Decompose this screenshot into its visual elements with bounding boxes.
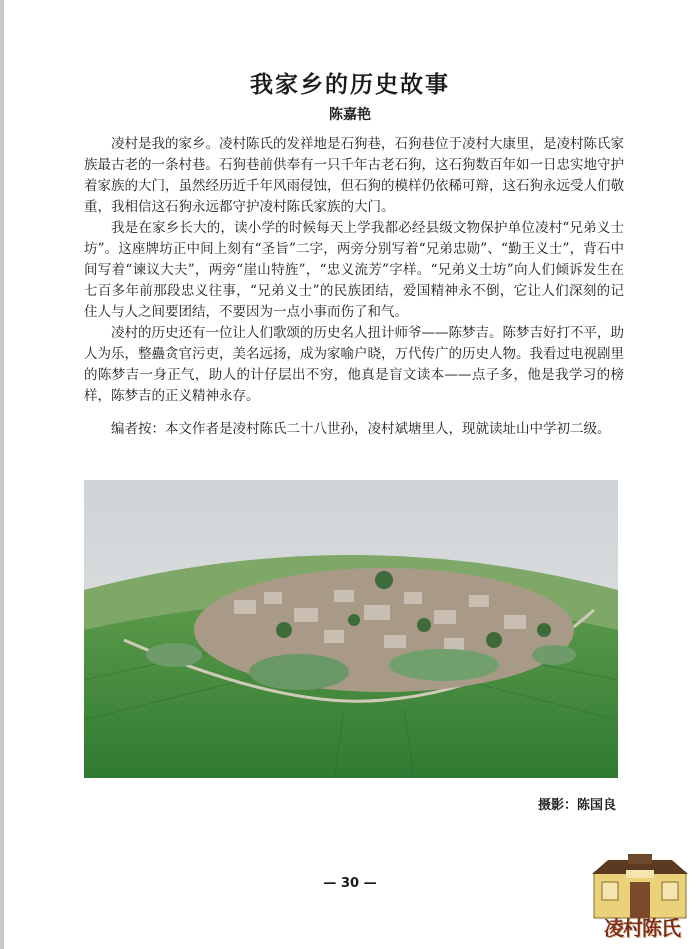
editor-note: 编者按：本文作者是凌村陈氏二十八世孙，凌村斌塘里人，现就读址山中学初二级。 [111,421,611,437]
paragraph-1: 凌村是我的家乡。凌村陈氏的发祥地是石狗巷，石狗巷位于凌村大康里，是凌村陈氏家族最古老的一条村巷。石狗巷前供奉有一只千年古老石狗，这石狗数百年如一日忠实地守护着家族的大门，虽然经历近千年风雨侵蚀，但石狗的模样仍依稀可辩，这石狗永远受人们敬重，我相信这石狗永远都守护凌村陈氏家族的大门。 [84,136,624,215]
article-title: 我家乡的历史故事 [250,72,450,98]
page-edge [0,0,4,949]
article-author: 陈嘉艳 [329,107,371,123]
paragraph-2: 我是在家乡长大的，读小学的时候每天上学我都必经县级文物保护单位凌村“兄弟义士坊”。这座牌坊正中间上刻有“圣旨”二字，两旁分别写着“兄弟忠勋”、“勤王义士”，背石中间写着“谏议大夫”，两旁“崖山特旌”，“忠义流芳”字样。“兄弟义士坊”向人们倾诉发生在七百多年前那段忠义往事，“兄弟义士”的民族团结，爱国精神永不倒，它让人们深刻的记住人与人之间要团结，不要因为一点小事而伤了和气。 [84,220,624,320]
photo-caption: 摄影：陈国良 [537,798,616,813]
village-aerial-photo [84,480,618,778]
article-body [84,134,624,440]
page-number: — 30 — [323,876,377,891]
logo-text: 凌村陈氏 [604,916,680,940]
paragraph-3: 凌村的历史还有一位让人们歌颂的历史名人扭计师爷——陈梦吉。陈梦吉好打不平，助人为乐，整蠱贪官污吏，美名远扬，成为家喻户晓，万代传广的历史人物。我看过电视剧里的陈梦吉一身正气，助人的计仔层出不穷，他真是盲文读本——点子多，他是我学习的榜样，陈梦吉的正义精神永存。 [84,325,624,404]
